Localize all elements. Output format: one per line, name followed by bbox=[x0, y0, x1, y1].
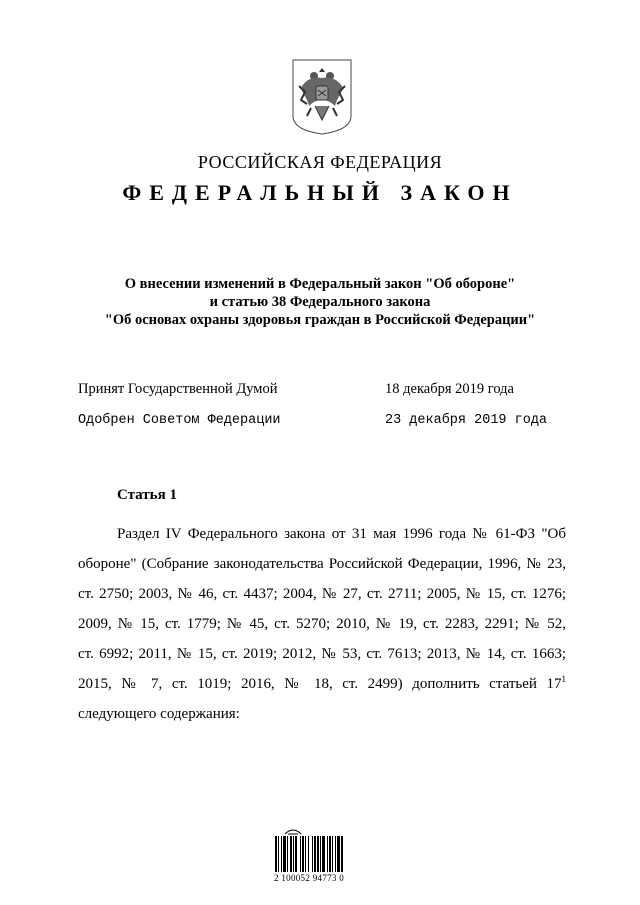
law-title bbox=[0, 275, 640, 329]
printing-mark-icon bbox=[284, 826, 302, 836]
law-title-line: и статью 38 Федерального закона bbox=[209, 294, 431, 310]
article-line: ст. 6992; 2011, № 15, ст. 2019; 2012, № 53, ст. 7613; 2013, № 14, ст. 1663; bbox=[78, 646, 566, 662]
document-type: ФЕДЕРАЛЬНЫЙ ЗАКОН bbox=[122, 180, 518, 205]
article-line: Раздел IV Федерального закона от 31 мая 1996 года № 61-ФЗ "Об bbox=[117, 526, 566, 542]
law-title-line: О внесении изменений в Федеральный закон "Об обороне" bbox=[124, 276, 516, 292]
duma-adoption-label: Принят Государственной Думой bbox=[78, 381, 278, 397]
law-title-line: "Об основах охраны здоровья граждан в Российской Федерации" bbox=[104, 312, 536, 328]
article-line: ст. 2750; 2003, № 46, ст. 4437; 2004, № 27, ст. 2711; 2005, № 15, ст. 1276; bbox=[78, 586, 566, 602]
barcode bbox=[274, 826, 366, 883]
article-superscript: 1 bbox=[561, 674, 566, 684]
article-heading: Статья 1 bbox=[117, 487, 177, 503]
article-line: обороне" (Собрание законодательства Российской Федерации, 1996, № 23, bbox=[78, 556, 566, 572]
article-line: 2009, № 15, ст. 1779; № 45, ст. 5270; 2010, № 19, ст. 2283, 2291; № 52, bbox=[78, 616, 566, 632]
article-line-text: 2015, № 7, ст. 1019; 2016, № 18, ст. 2499) дополнить статьей 17 bbox=[78, 676, 562, 692]
country-name: РОССИЙСКАЯ ФЕДЕРАЦИЯ bbox=[197, 152, 443, 172]
article-line: следующего содержания: bbox=[78, 706, 240, 722]
duma-adoption-date: 18 декабря 2019 года bbox=[385, 381, 514, 397]
article-line bbox=[78, 669, 566, 699]
council-approval-date: 23 декабря 2019 года bbox=[385, 413, 548, 428]
council-approval-label: Одобрен Советом Федерации bbox=[78, 413, 281, 428]
barcode-bars bbox=[274, 836, 360, 872]
article-body bbox=[78, 519, 566, 729]
barcode-number: 2 100052 94773 0 bbox=[274, 873, 345, 883]
coat-of-arms-icon bbox=[291, 58, 353, 136]
